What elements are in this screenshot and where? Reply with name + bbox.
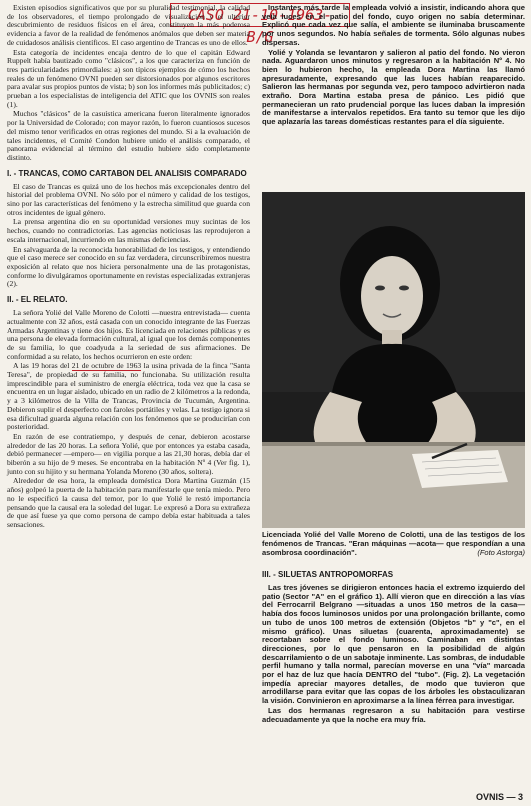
section-2-paragraph-4: Alrededor de esa hora, la empleada doméstica Dora Martina Guzmán (15 años) golpeó la puerta de la habitación para manifestarle que tenía miedo. Pero no le especificó la causa del temor, por lo que Yolié le restó importancia pensando que la causal era la soledad del lugar. Le expresó a Dora su extrañeza de que así fuese ya que como persona de campo debía estar habituada a tales sensaciones.: [7, 476, 250, 529]
witness-photo: [262, 192, 525, 528]
section-2-paragraph-1: La señora Yolié del Valle Moreno de Colotti —nuestra entrevistada— cuenta actualmente con 32 años, está casada con un conocido integrante de las Fuerzas Armadas Argentinas y tiene dos hijos. Es licenciada en relaciones públicas y es una persona de elevada formación cultural, al igual que los demás componentes de su familia, lo que coadyuda a la seriedad de sus afirmaciones. De conformidad a su relato, los hechos ocurrieron en este orden:: [7, 308, 250, 361]
intro-paragraph-1: Existen episodios significativos que por su pluralidad testimonial, la calidad de los observadores, el tiempo prolongado de visualización y el ulterior descubrimiento de residuos físicos en el área, constituyen la más poderosa evidencia a favor de la realidad de fenómenos anómalos que deben ser materia de cuidadosos análisis científicos. El caso argentino de Trancas es uno de ellos.: [7, 3, 250, 47]
photo-caption: [262, 530, 525, 557]
photo-caption-text: Licenciada Yolié del Valle Moreno de Colotti, una de las testigos de los fenómenos de Trancas. "Eran máquinas —acota— que respondían a una asombrosa coordinación".: [262, 530, 525, 557]
section-3-paragraph-1: Las tres jóvenes se dirigieron entonces hacia el extremo izquierdo del patio (Sector "A" en el gráfico 1). Allí vieron que en dirección a las vías del Ferrocarril Belgrano —situadas a unos 150 metros de la casa— había dos focos luminosos unidos por una prolongación brillante, como un tubo de unos 100 metros de extensión (Objetos "b" y "c", en el mismo gráfico). Unas siluetas (cuarenta, aproximadamente) se recortaban sobre el fondo luminoso. Caminaban en distintas direcciones, por lo que pensaron en la posibilidad de algún descarrilamiento o de un sabotaje inminente. Las sombras, de indudable perfil humano y talla normal, parecían moverse en una "vía" marcada por el haz de luz que hacía DENTRO del "tubo". (Fig. 2). La vegetación impedía apreciar mayores detalles, de modo que tuvieron que arrodillarse para evitar que las copas de los árboles les obstaculizaran la visión. Convinieron en aproximarse a la línea férrea para investigar.: [262, 583, 525, 706]
witness-photo-illustration: [262, 192, 525, 528]
section-3-paragraph-2: Las dos hermanas regresaron a su habitación para vestirse adecuadamente ya que la noche era muy fría.: [262, 705, 525, 724]
section-1-paragraph-1: El caso de Trancas es quizá uno de los hechos más excepcionales dentro del historial del problema OVNI. No sólo por el número y calidad de los testigos, sino por las características del fenómeno y la estrecha similitud que guarda con otros incidentes de igual género.: [7, 181, 250, 217]
event-date: 21 de octubre de 1963: [71, 361, 142, 371]
photo-credit: (Foto Astorga): [477, 548, 525, 557]
right-column: [262, 4, 525, 128]
case-stamp: CASO 21-10-1963- B/G: [170, 3, 350, 27]
right-column-lower: [262, 570, 525, 725]
section-2-paragraph-3: En razón de ese contratiempo, y después de cenar, debieron acostarse alrededor de las 20 horas. La señora Yolié, que por entonces ya estaba casada, debió permanecer —empero— en vigilia porque a las 21,30 horas, debía dar el biberón a su hijo de 9 meses. Se encontraba en la habitación Nº 4 (Ver fig. 1), junto con su hijito y su hermana Yolanda Moreno (30 años, soltera).: [7, 431, 250, 476]
section-1-paragraph-3: En salvaguarda de la reconocida honorabilidad de los testigos, y entendiendo que el caso merece ser conocido en su faz verdadera, circunscribiremos nuestra exposición al relato que nos hiciera personalmente una de las protagonistas, conforme lo divulgáramos oportunamente en revistas especializadas extranjeras (2).: [7, 244, 250, 289]
section-1-paragraph-2: La prensa argentina dio en su oportunidad versiones muy sucintas de los hechos, cuando no contradictorias. Las agencias noticiosas las reprodujeron a escala internacional, incurriendo en las mismas deficiencias.: [7, 217, 250, 244]
section-1-heading: I. - TRANCAS, COMO CARTABON DEL ANALISIS COMPARADO: [7, 168, 247, 178]
right-paragraph-2: Yolié y Yolanda se levantaron y salieron al patio del fondo. No vieron nada. Aguardaron unos minutos y regresaron a la habitación Nº 4. No bien lo hubieron hecho, la empleada Dora Martina las llamó apresuradamente, expresando que las luces habían reaparecido. Salieron las hermanas por segunda vez, pero tampoco advirtieron nada extraño. Dora Martina estaba presa de pánico. Les pidió que permanecieran un rato prudencial porque las luces daban la impresión de manifestarse a intervalos repetidos. Era tanto su temor que les dijo que aplazaría las tareas domésticas restantes para el día siguiente.: [262, 47, 525, 127]
section-2-paragraph-2-start: A las 19 horas del: [13, 361, 72, 371]
page-footer: OVNIS — 3: [475, 792, 523, 802]
intro-paragraph-2: Esta categoría de incidentes encaja dentro de lo que el capitán Edward Ruppelt había bautizado como "clásicos", a los que caracteriza en función de tres particularidades primordiales: a) son típicos ejemplos de cómo los hechos reales de un fenómeno OVNI pueden ser distorsionados por algunos escritores para avalar sus propios puntos de vista; b) son los informes más publicitados; c) prueban a los especialistas de inteligencia del ATIC que los OVNIS son reales (1).: [7, 47, 250, 109]
section-3-heading: III. - SILUETAS ANTROPOMORFAS: [262, 570, 394, 579]
right-paragraph-1: Instantes más tarde la empleada volvió a insistir, indicando ahora que veía luces en el patio del fondo, cuyo origen no sabía determinar. Explicó que cada vez que salía, el ambiente se iluminaba bruscamente por unos segundos. No había señales de tormenta. Sólo algunas nubes dispersas.: [262, 3, 525, 47]
intro-paragraph-3: Muchos "clásicos" de la casuística americana fueron literalmente ignorados por la Universidad de Colorado; con mayor razón, lo fueron cuantiosos sucesos del mismo tenor verificados en otras regiones del mundo. Si a la evaluación de tales incidentes, el Comité Condon hubiere unido el análisis comparado, el panorama evidencial al término del estudio hubiere sido completamente distinto.: [7, 109, 250, 162]
section-2-paragraph-2-rest: la usina privada de la finca "Santa Teresa", de propiedad de su familia, no funcionaba. Su utilización resulta imprescindible para el suministro de energía eléctrica, toda vez que la casa se encuentra en un lugar aislado, ubicado en un radio de 2 kilómetros a la redonda, y a 3 kilómetros de la Villa de Trancas, Provincia de Tucumán, Argentina. Debieron suplir el desperfecto con faroles portátiles y velas. La testigo ignora si esa dificultad guarda alguna relación con los fenómenos que se producirían con posterioridad.: [7, 361, 250, 432]
section-2-heading: II. - EL RELATO.: [7, 295, 68, 305]
section-2-paragraph-2: [7, 362, 250, 432]
left-column: [7, 4, 250, 531]
